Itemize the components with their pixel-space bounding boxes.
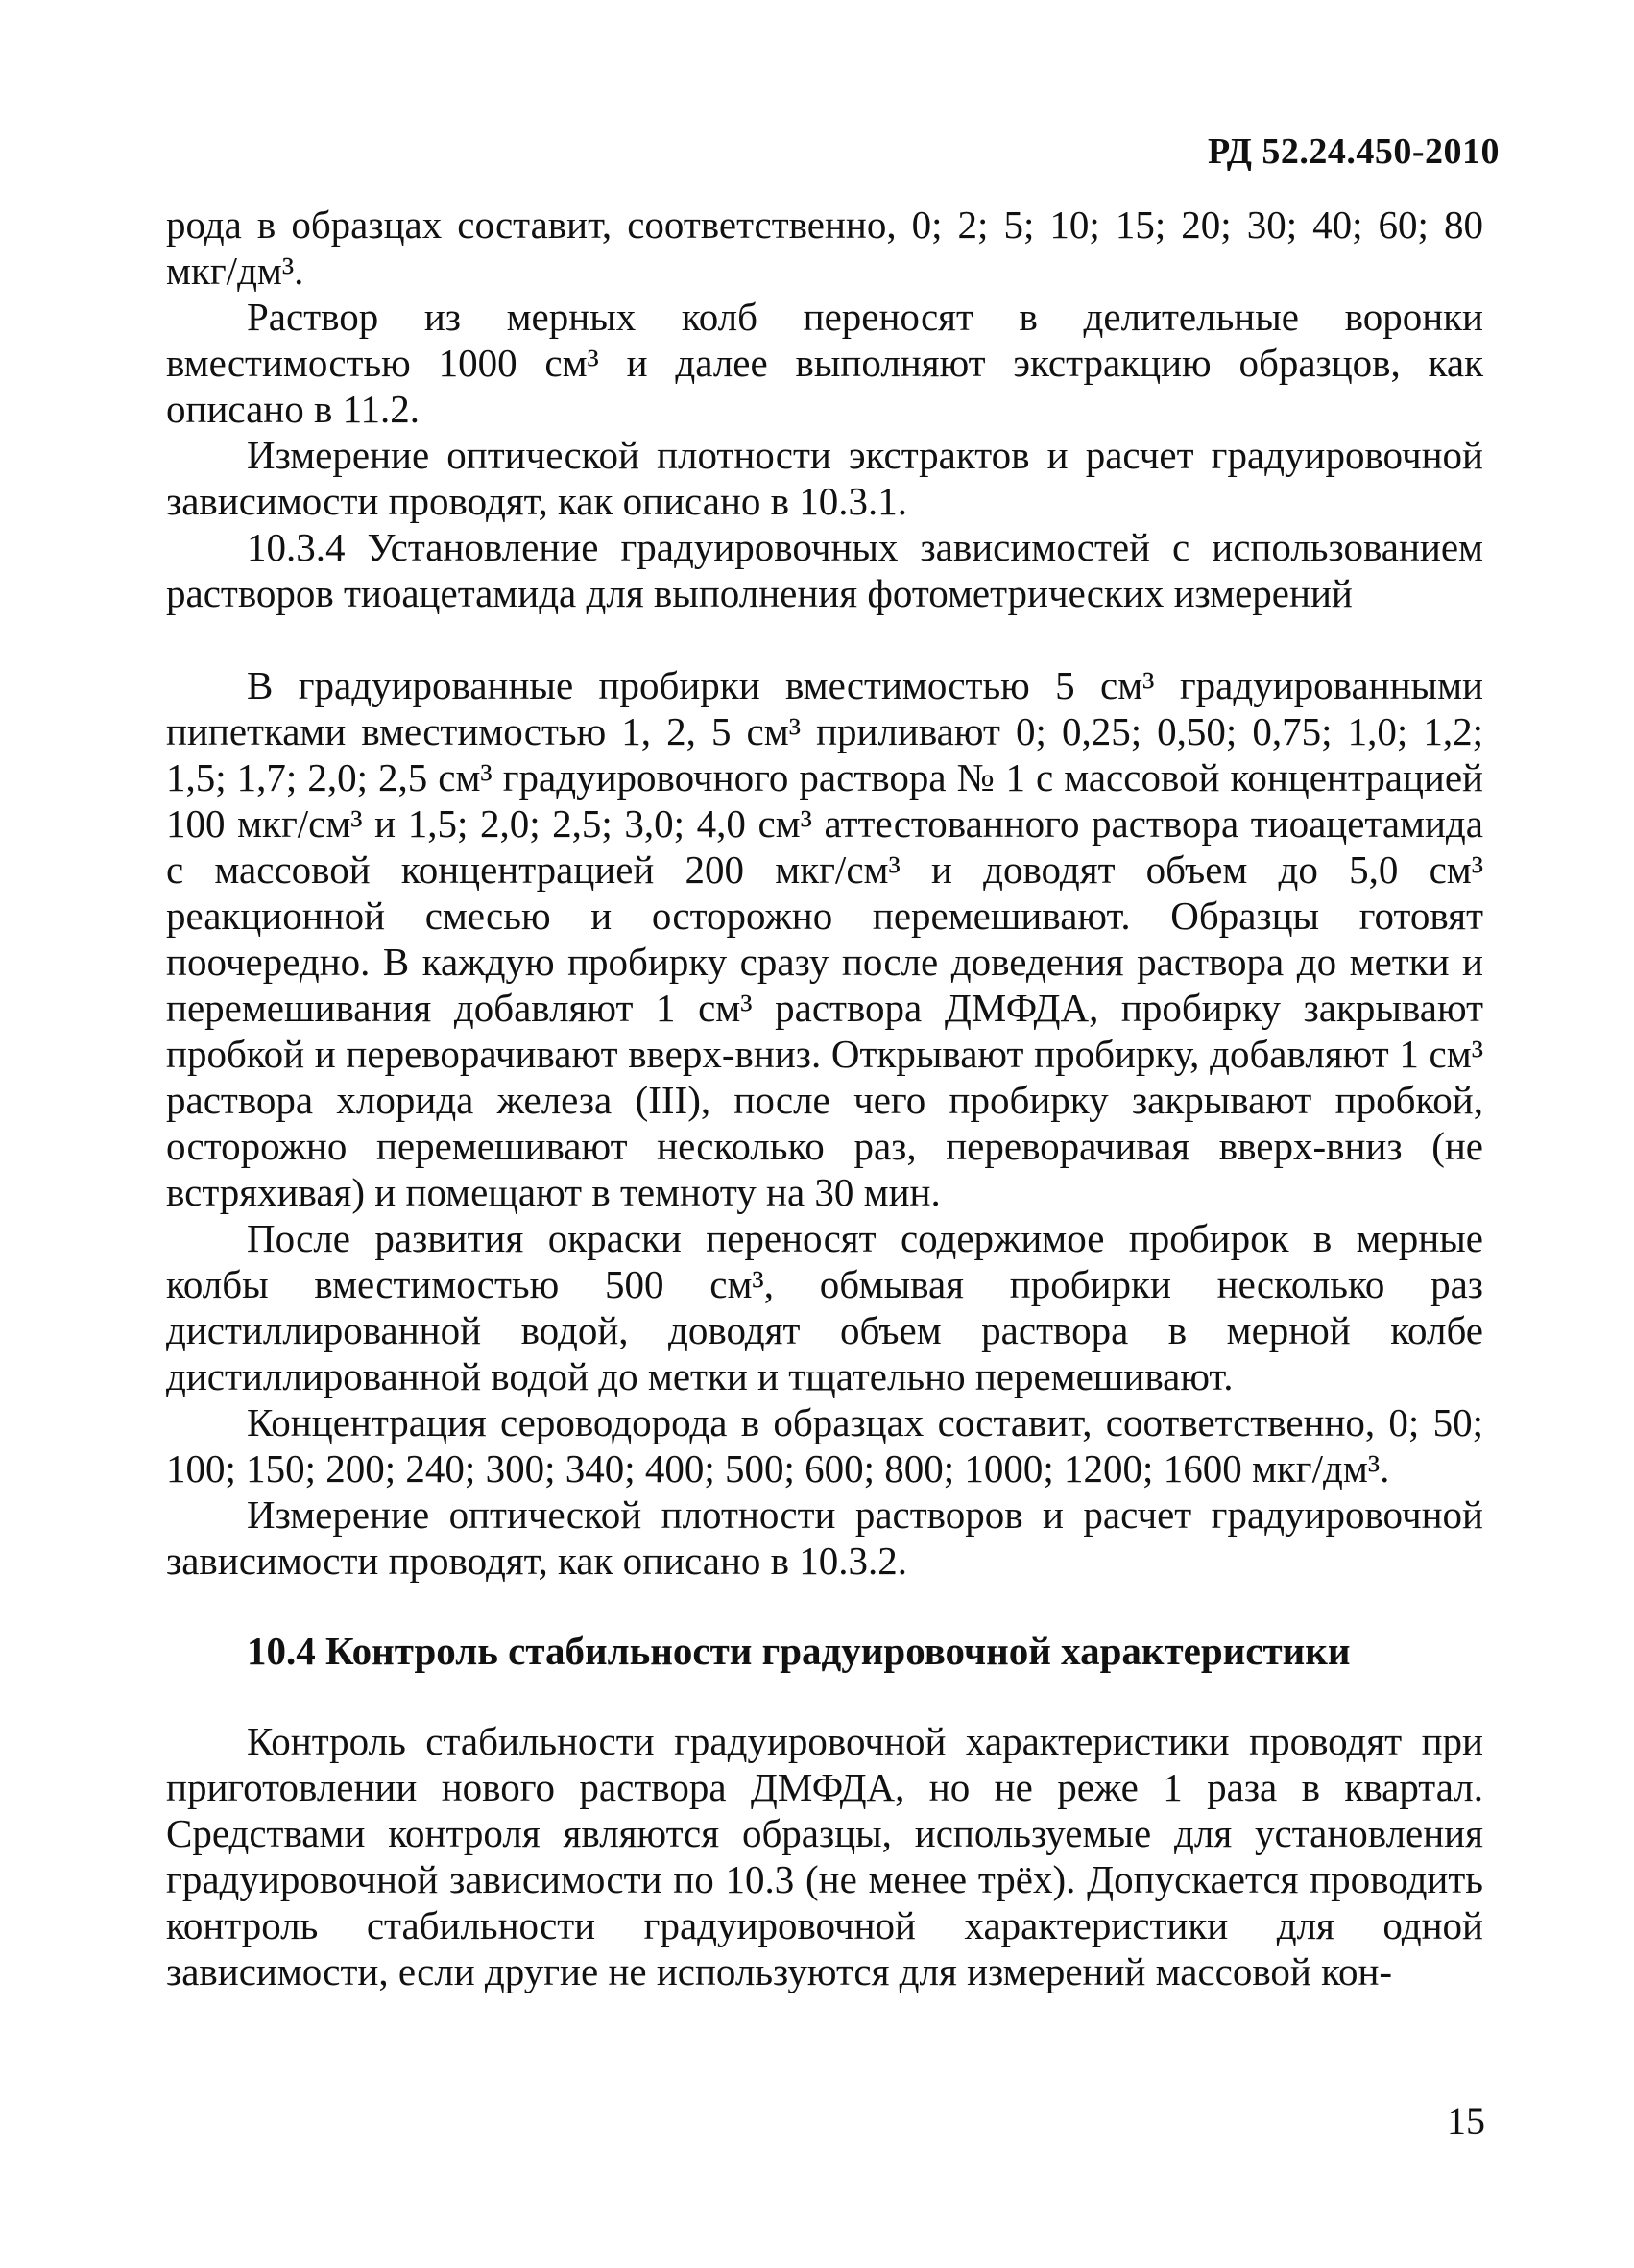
page-content (166, 202, 1483, 1994)
page-number: 15 (1447, 2099, 1485, 2142)
paragraph-continuation: рода в образцах составит, соответственно, 0; 2; 5; 10; 15; 20; 30; 40; 60; 80 мкг/дм³. (166, 203, 1483, 293)
paragraph: Измерение оптической плотности экстрактов и расчет градуировочной зависимости проводят, как описано в 10.3.1. (166, 433, 1483, 523)
paragraph: Измерение оптической плотности растворов и расчет градуировочной зависимости проводят, как описано в 10.3.2. (166, 1492, 1483, 1583)
section-title: 10.4 Контроль стабильности градуировочной характеристики (247, 1629, 1351, 1673)
paragraph: Раствор из мерных колб переносят в делительные воронки вместимостью 1000 см³ и далее выполняют экстракцию образцов, как описано в 11.2. (166, 295, 1483, 431)
paragraph: Концентрация сероводорода в образцах составит, соответственно, 0; 50; 100; 150; 200; 240; 300; 340; 400; 500; 600; 800; 1000; 1200; 1600 мкг/дм³. (166, 1400, 1483, 1491)
paragraph: После развития окраски переносят содержимое пробирок в мерные колбы вместимостью 500 см³, обмывая пробирки несколько раз дистиллированной водой, доводят объем раствора в мерной колбе дистиллированной водой до метки и тщательно перемешивают. (166, 1216, 1483, 1398)
subsection-heading: 10.3.4 Установление градуировочных зависимостей с использованием растворов тиоацетамида для выполнения фотометрических измерений (166, 525, 1483, 615)
document-code: РД 52.24.450-2010 (1208, 131, 1500, 172)
paragraph: В градуированные пробирки вместимостью 5 см³ градуированными пипетками вместимостью 1, 2, 5 см³ приливают 0; 0,25; 0,50; 0,75; 1,0; 1,2; 1,5; 1,7; 2,0; 2,5 см³ градуировочного раствора № 1 с массовой концентрацией 100 мкг/см³ и 1,5; 2,0; 2,5; 3,0; 4,0 см³ аттестованного раствора тиоацетамида с массовой концентрацией 200 мкг/см³ и доводят объем до 5,0 см³ реакционной смесью и осторожно перемешивают. Образцы готовят поочередно. В каждую пробирку сразу после доведения раствора до метки и перемешивания добавляют 1 см³ раствора ДМФДА, пробирку закрывают пробкой и переворачивают вверх-вниз. Открывают пробирку, добавляют 1 см³ раствора хлорида железа (III), после чего пробирку закрывают пробкой, осторожно перемешивают несколько раз, переворачивая вверх-вниз (не встряхивая) и помещают в темноту на 30 мин. (166, 663, 1483, 1214)
paragraph: Контроль стабильности градуировочной характеристики проводят при приготовлении нового раствора ДМФДА, но не реже 1 раза в квартал. Средствами контроля являются образцы, используемые для установления градуировочной зависимости по 10.3 (не менее трёх). Допускается проводить контроль стабильности градуировочной характеристики для одной зависимости, если другие не используются для измерений массовой кон- (166, 1719, 1483, 1993)
